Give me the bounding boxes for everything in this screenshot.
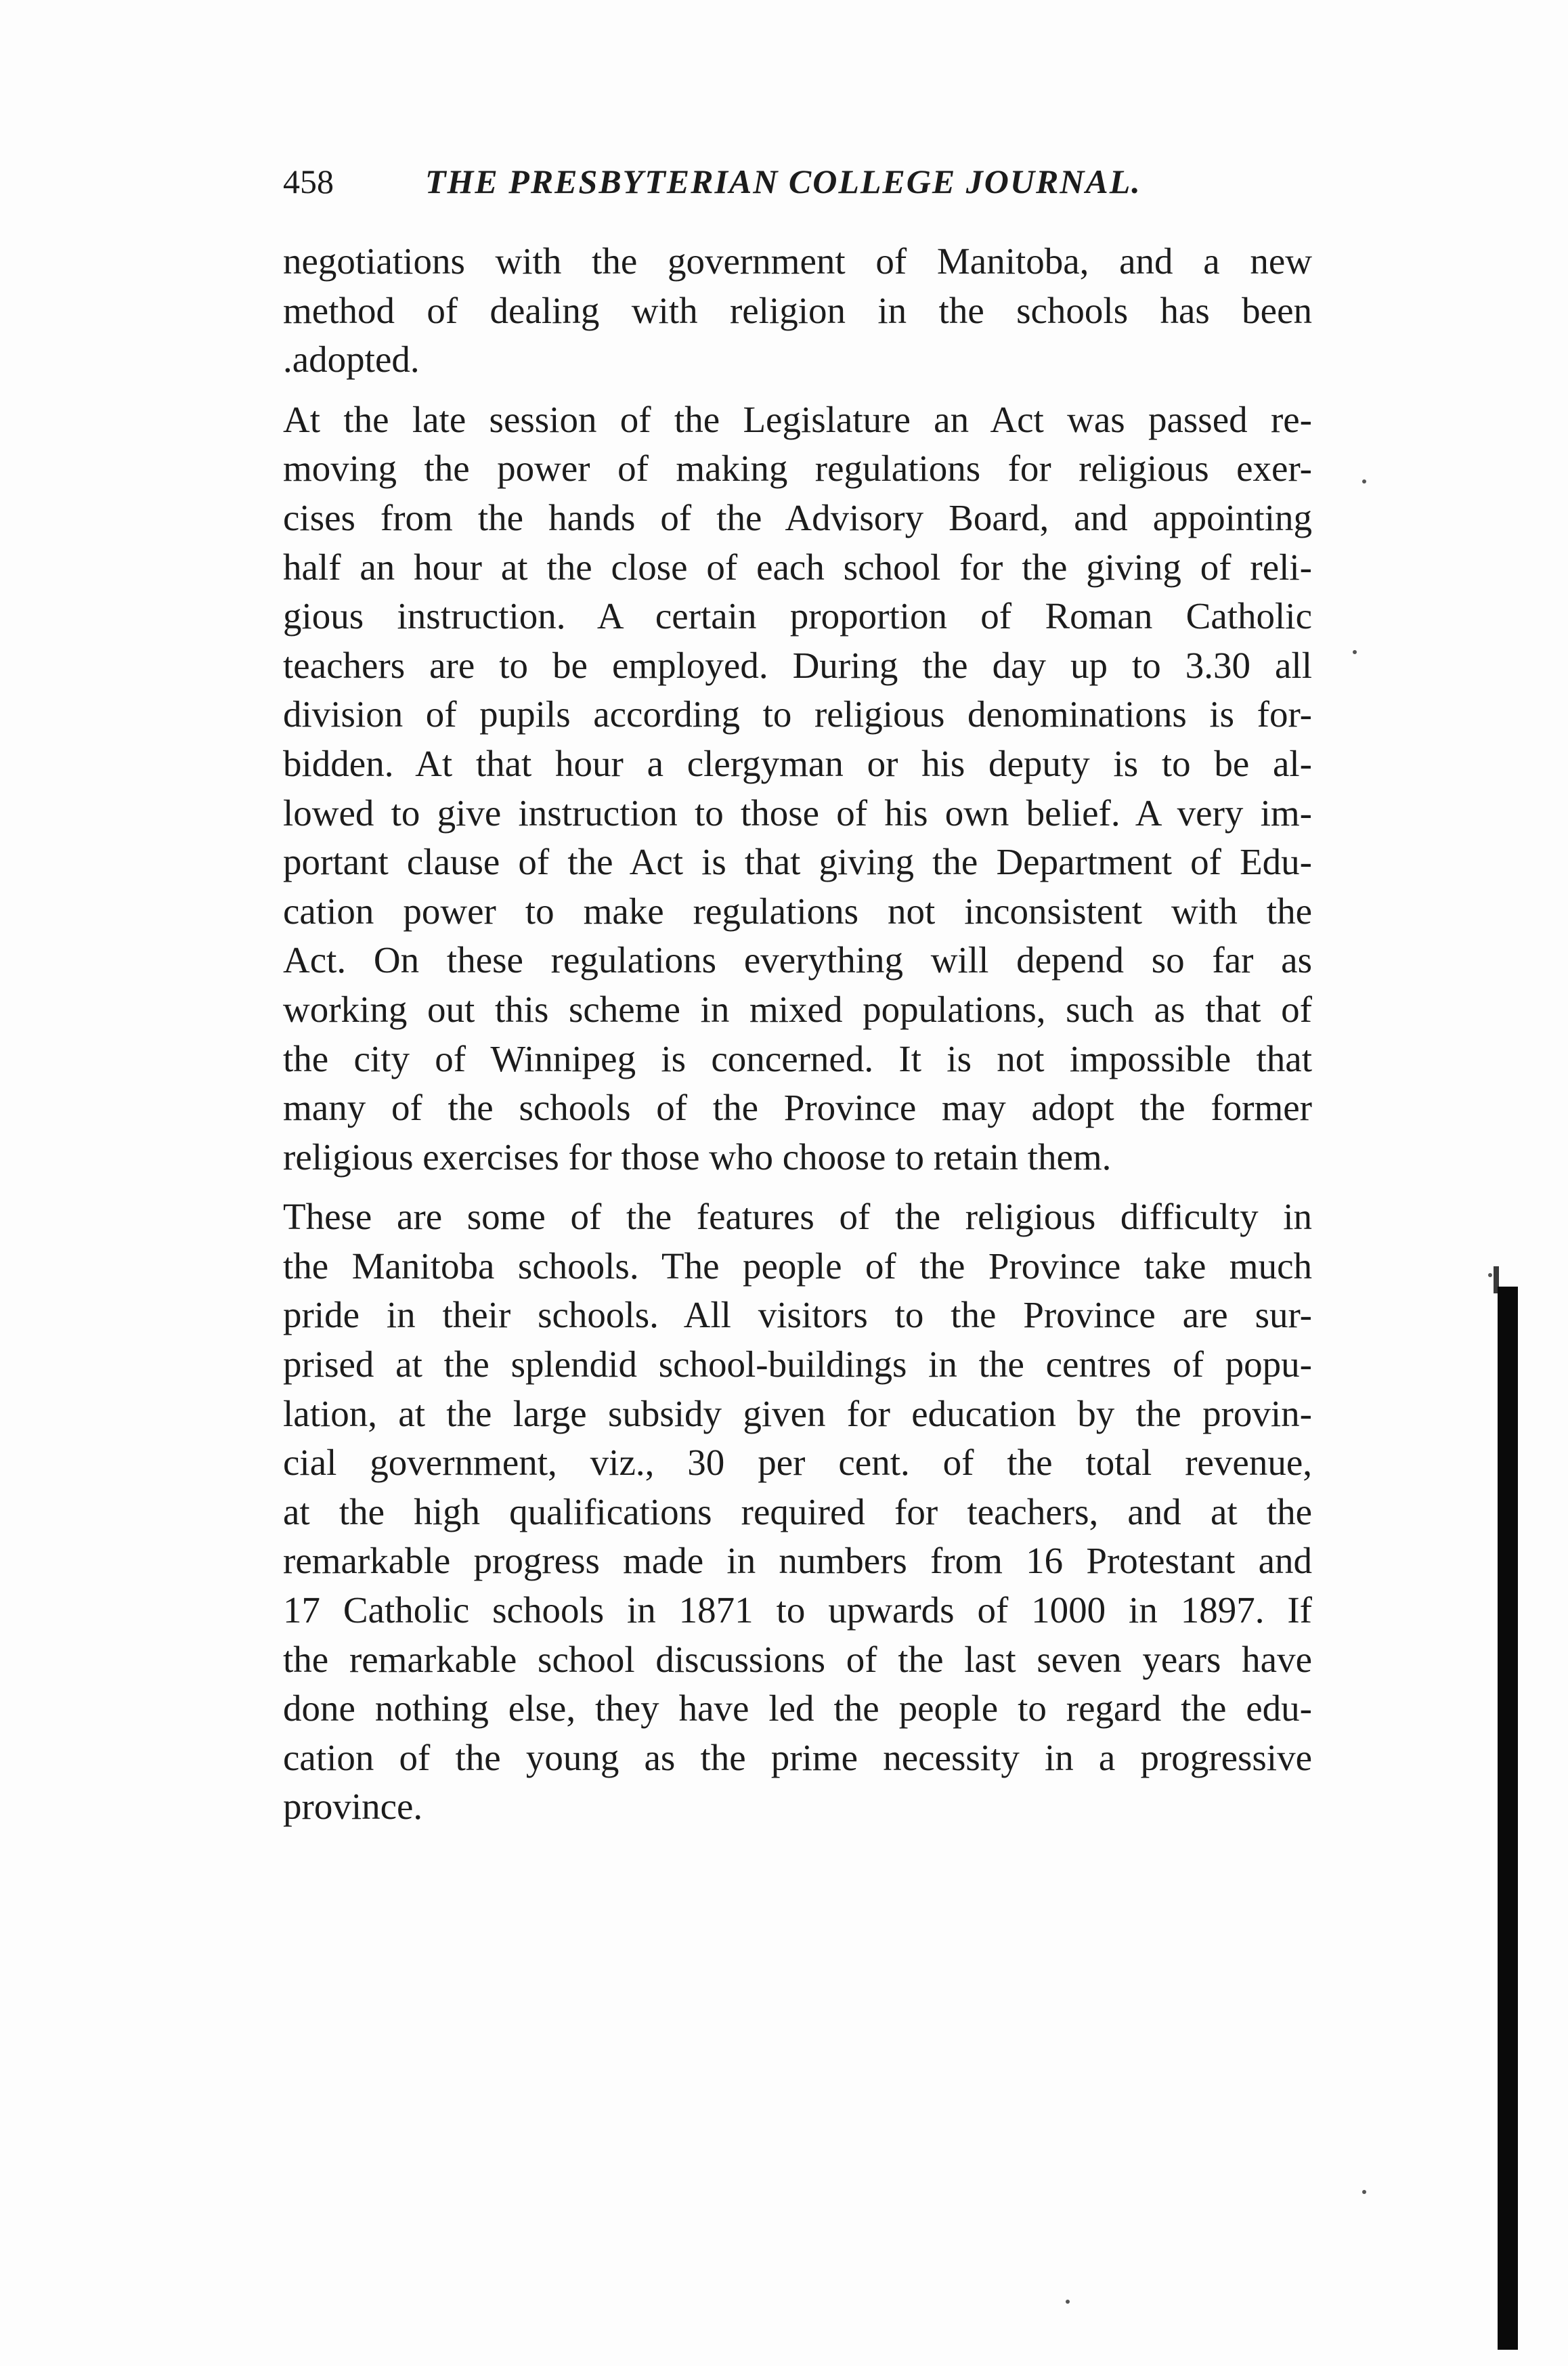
text-line: the remarkable school discussions of the last seven years have	[283, 1638, 1312, 1680]
scan-speck	[1362, 2190, 1366, 2194]
text-line: gious instruction. A certain proportion of Roman Catholic	[283, 595, 1312, 637]
text-line: division of pupils according to religious denominations is for-	[283, 693, 1312, 735]
text-line: at the high qualifications required for teachers, and at the	[283, 1490, 1312, 1532]
text-line: cation power to make regulations not inconsistent with the	[283, 890, 1312, 932]
body-text	[283, 237, 1312, 1832]
text-line: cial government, viz., 30 per cent. of the total revenue,	[283, 1442, 1312, 1484]
text-line: bidden. At that hour a clergyman or his deputy is to be al-	[283, 742, 1312, 784]
text-line: half an hour at the close of each school for the giving of reli-	[283, 546, 1312, 588]
text-line: province.	[283, 1786, 423, 1828]
text-line: religious exercises for those who choose to retain them.	[283, 1136, 1112, 1178]
scan-speck	[1066, 2300, 1070, 2304]
text-line: cises from the hands of the Advisory Board, and appointing	[283, 496, 1312, 538]
paragraph-3	[283, 1192, 1312, 1832]
scan-speck	[1362, 479, 1366, 483]
running-title: THE PRESBYTERIAN COLLEGE JOURNAL.	[425, 163, 1141, 200]
scan-speck	[1353, 650, 1357, 654]
scan-speck	[1488, 1273, 1492, 1277]
text-line: remarkable progress made in numbers from 16 Protestant and	[283, 1540, 1312, 1582]
text-line: At the late session of the Legislature an Act was passed re-	[283, 398, 1312, 440]
text-line: These are some of the features of the religious difficulty in	[283, 1196, 1312, 1238]
text-line: 17 Catholic schools in 1871 to upwards of 1000 in 1897. If	[283, 1589, 1312, 1631]
text-line: cation of the young as the prime necessity in a progressive	[283, 1736, 1312, 1778]
text-line: many of the schools of the Province may adopt the former	[283, 1087, 1312, 1129]
text-line: lation, at the large subsidy given for education by the provin-	[283, 1392, 1312, 1434]
page-number: 458	[283, 163, 334, 200]
scan-edge-strip	[1498, 1287, 1518, 2350]
text-line: the city of Winnipeg is concerned. It is not impossible that	[283, 1037, 1312, 1079]
paragraph-gap	[283, 385, 1312, 395]
text-line: prised at the splendid school-buildings in the centres of popu-	[283, 1343, 1312, 1385]
page-header	[283, 154, 1339, 209]
text-line: portant clause of the Act is that giving the Department of Edu-	[283, 841, 1312, 883]
text-line: done nothing else, they have led the people to regard the edu-	[283, 1687, 1312, 1729]
paragraph-1	[283, 237, 1312, 385]
text-line: .adopted.	[283, 339, 420, 381]
text-line: moving the power of making regulations for religious exer-	[283, 448, 1312, 490]
text-line: pride in their schools. All visitors to the Province are sur-	[283, 1294, 1312, 1336]
text-line: teachers are to be employed. During the day up to 3.30 all	[283, 644, 1312, 686]
text-line: method of dealing with religion in the schools has been	[283, 289, 1312, 331]
paragraph-gap	[283, 1182, 1312, 1192]
text-line: lowed to give instruction to those of his own belief. A very im-	[283, 792, 1312, 834]
text-line: working out this scheme in mixed populations, such as that of	[283, 988, 1312, 1030]
paragraph-2	[283, 395, 1312, 1182]
text-line: Act. On these regulations everything will depend so far as	[283, 939, 1312, 981]
text-line: negotiations with the government of Manitoba, and a new	[283, 240, 1312, 282]
text-line: the Manitoba schools. The people of the Province take much	[283, 1245, 1312, 1287]
